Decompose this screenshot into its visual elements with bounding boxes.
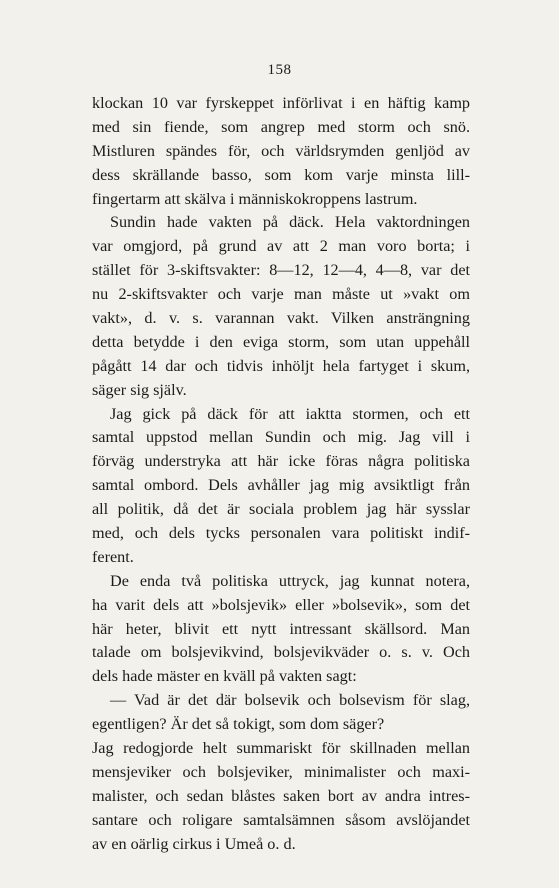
text-line: — Vad är det där bolsevik och bolsevism för slag,: [110, 691, 470, 710]
text-line: all politik, då det är sociala problem jag här sysslar: [92, 500, 470, 519]
text-line: ha varit dels att »bolsjevik» eller »bolsevik», som det: [92, 595, 470, 614]
text-line: Jag redogjorde helt summariskt för skillnaden mellan: [92, 739, 470, 758]
text-line: med sin fiende, som angrep med storm och snö.: [92, 117, 470, 136]
text-line: säger sig själv.: [92, 380, 187, 399]
text-line: här heter, blivit ett nytt intressant skällsord. Man: [92, 619, 470, 638]
text-line: fingertarm att skälva i människokroppens lastrum.: [92, 189, 418, 208]
text-line: stället för 3-skiftsvakter: 8—12, 12—4, 4—8, var det: [92, 261, 470, 280]
text-line: santare och roligare samtalsämnen såsom avslöjandet: [92, 810, 470, 829]
text-line: av en oärlig cirkus i Umeå o. d.: [92, 834, 296, 853]
text-line: Jag gick på däck för att iaktta stormen, och ett: [110, 404, 470, 423]
text-line: egentligen? Är det så tokigt, som dom säger?: [92, 715, 385, 734]
body-text: [92, 92, 470, 857]
text-line: detta betydde i den eviga storm, som utan uppehåll: [92, 332, 470, 351]
text-line: nu 2-skiftsvakter och varje man måste ut »vakt om: [92, 285, 470, 304]
text-line: malister, och sedan blåstes saken bort av andra intres-: [92, 786, 470, 805]
text-line: Mistluren spändes för, och världsrymden genljöd av: [92, 141, 470, 160]
text-line: ferent.: [92, 547, 134, 566]
text-line: samtal ombord. Dels avhåller jag mig avsiktligt från: [92, 476, 470, 495]
text-line: samtal uppstod mellan Sundin och mig. Jag vill i: [92, 428, 470, 447]
text-line: dels hade mäster en kväll på vakten sagt:: [92, 667, 357, 686]
text-line: mensjeviker och bolsjeviker, minimalister och maxi-: [92, 762, 470, 781]
text-line: var omgjord, på grund av att 2 man voro borta; i: [92, 237, 470, 256]
text-line: klockan 10 var fyrskeppet införlivat i en häftig kamp: [92, 94, 470, 112]
text-line: förväg understryka att här icke föras några politiska: [92, 452, 470, 471]
text-line: talade om bolsjevikvind, bolsjevikväder o. s. v. Och: [92, 643, 470, 662]
text-line: pågått 14 dar och tidvis inhöljt hela fartyget i skum,: [92, 356, 470, 375]
text-line: dess skrällande basso, som kom varje minsta lill-: [92, 165, 470, 184]
text-line: De enda två politiska uttryck, jag kunnat notera,: [110, 571, 470, 590]
text-line: med, och dels tycks personalen vara politiskt indif-: [92, 524, 470, 543]
text-line: vakt», d. v. s. varannan vakt. Vilken ansträngning: [92, 309, 470, 328]
page-number: 158: [267, 62, 292, 78]
text-line: Sundin hade vakten på däck. Hela vaktordningen: [110, 213, 470, 232]
